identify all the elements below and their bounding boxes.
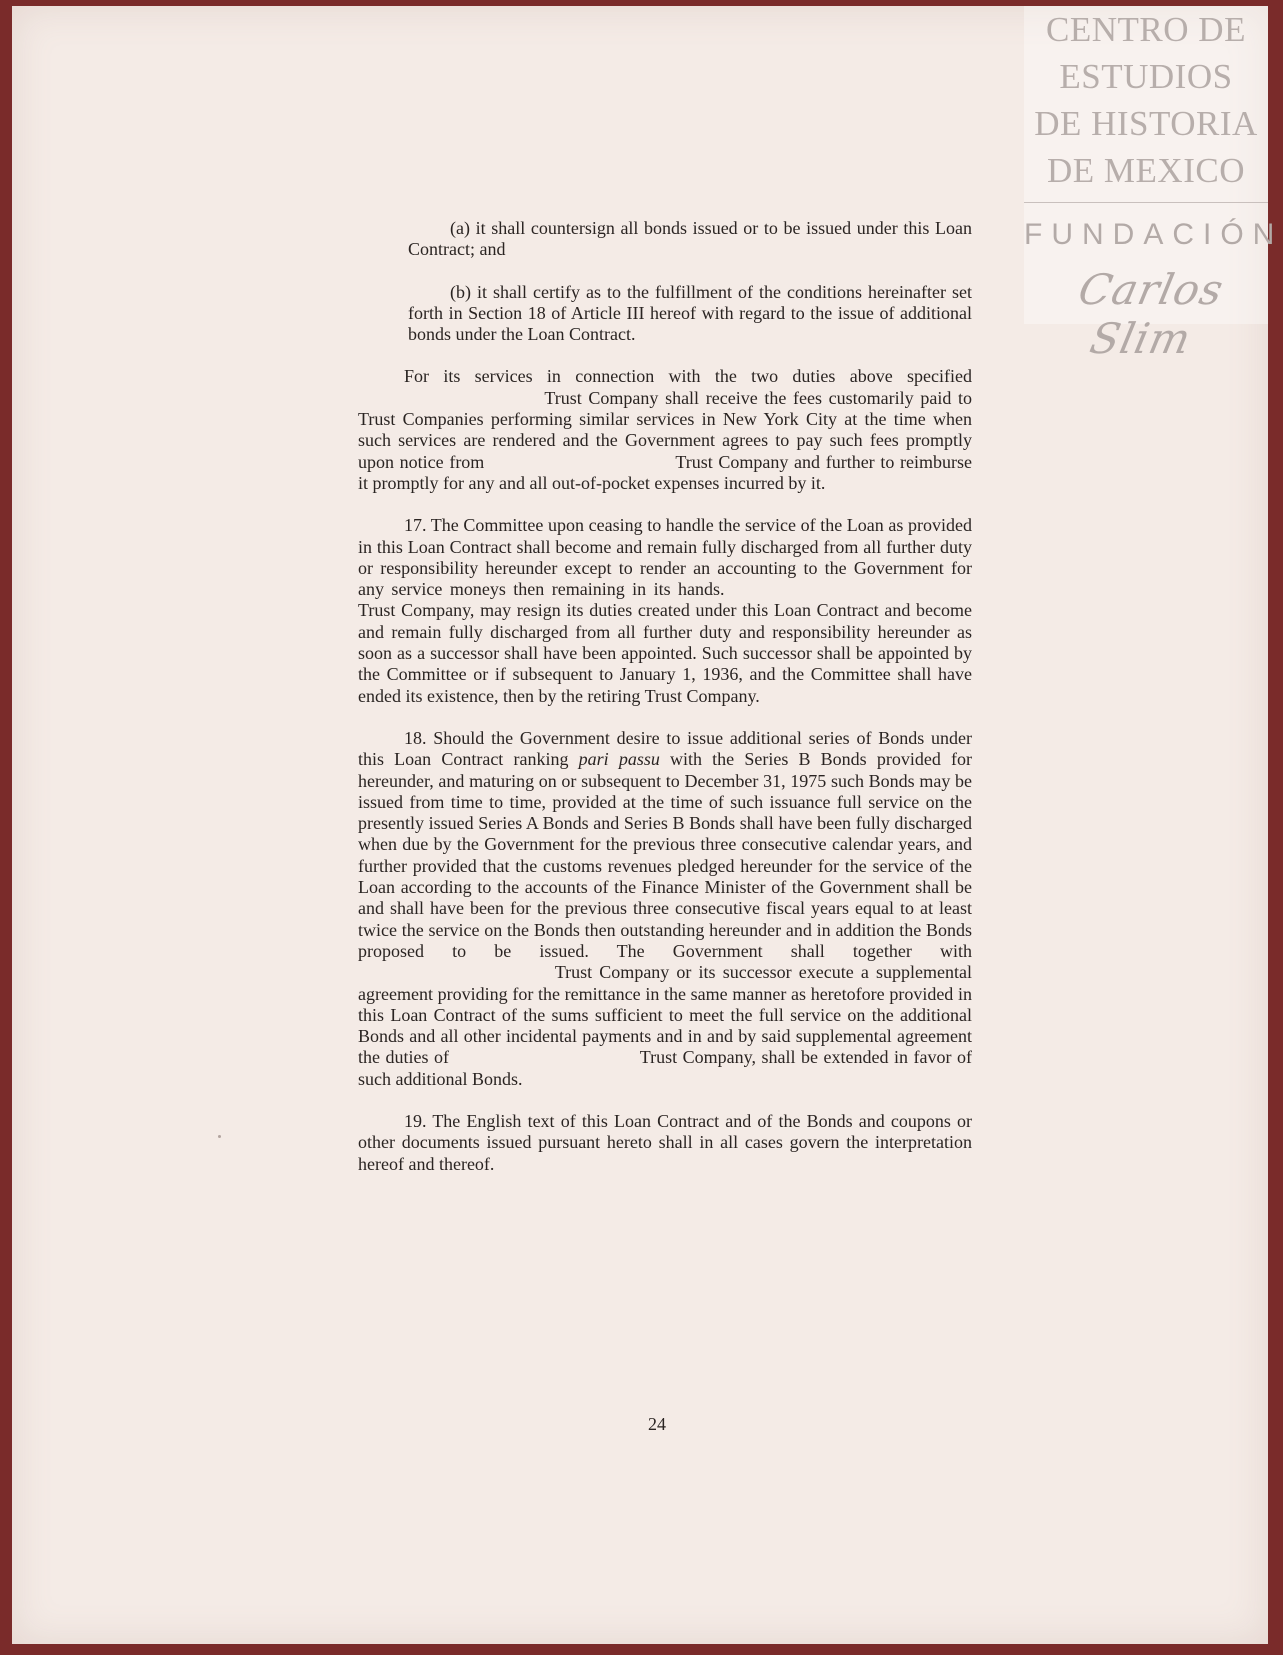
section-18-text-3: Trust Company or its successor execute a supplemental agreement providing for the remittance in the same manner as heretofore provided in this Loan Contract of the sums sufficient to meet the full service on the additional Bonds and all other incidental payments and in and by said supplemental agreement the duties of [358, 962, 972, 1068]
watermark-fundacion: FUNDACIÓN [1024, 218, 1283, 251]
services-paragraph [358, 366, 972, 494]
paper-speck [218, 1135, 221, 1138]
services-text-3: Trust Company and further to reimburse it promptly for any and all out-of-pocket expenses incurred by it. [358, 451, 972, 493]
section-17-number: 17. [404, 515, 427, 536]
section-17 [358, 515, 972, 707]
section-17-text-2: Trust Company, may resign its duties created under this Loan Contract and become and remain fully discharged from all further duty and responsibility hereunder as soon as a successor shall have been appointed. Such successor shall be appointed by the Committee or if subsequent to January 1, 1936, and the Committee shall have ended its existence, then by the retiring Trust Company. [358, 600, 972, 706]
section-18-number: 18. [404, 727, 427, 748]
section-18-text-1: Should the Government desire to issue additional series of Bonds under this Loan Contract ranking [358, 727, 972, 770]
section-17-text-1: The Committee upon ceasing to handle the service of the Loan as provided in this Loan Contract shall become and remain fully discharged from all further duty or responsibility hereunder except to render an accounting to the Government for any service moneys then remaining in its hands. [358, 515, 972, 600]
section-18-italic: pari passu [578, 749, 660, 770]
section-18-text-2: with the Series B Bonds provided for hereunder, and maturing on or subsequent to December 31, 1975 such Bonds may be issued from time to time, provided at the time of such issuance full service on the presently issued Series A Bonds and Series B Bonds shall have been fully discharged when due by the Government for the previous three consecutive calendar years, and further provided that the customs revenues pledged hereunder for the service of the Loan according to the accounts of the Finance Minister of the Government shall be and shall have been for the previous three consecutive fiscal years equal to at least twice the service on the Bonds then outstanding hereunder and in addition the Bonds proposed to be issued. The Government shall together with [358, 749, 972, 961]
watermark-line-3: DE HISTORIA [1034, 104, 1258, 143]
watermark-line-1: CENTRO DE [1046, 10, 1246, 49]
page-number: 24 [648, 1414, 666, 1434]
watermark-signature: Carlos Slim [1074, 265, 1229, 363]
section-18-text-4: Trust Company, shall be extended in favor of such additional Bonds. [358, 1047, 973, 1089]
watermark-line-2: ESTUDIOS [1059, 57, 1233, 96]
body-text [358, 218, 972, 1175]
section-18 [358, 728, 972, 1090]
document-page [12, 6, 1283, 1644]
clause-b: (b) it shall certify as to the fulfillment of the conditions hereinafter set forth in Section 18 of Article III hereof with regard to the issue of additional bonds under the Loan Contract. [408, 281, 972, 345]
section-19-text: The English text of this Loan Contract and of the Bonds and coupons or other documents issued pursuant hereto shall in all cases govern the interpretation hereof and thereof. [358, 1110, 972, 1174]
archive-watermark [1024, 6, 1283, 363]
services-text-2: Trust Company shall receive the fees customarily paid to Trust Companies performing similar services in New York City at the time when such services are rendered and the Government agrees to pay such fees promptly upon notice from [358, 387, 972, 472]
watermark-divider [1024, 202, 1268, 203]
section-19 [358, 1111, 972, 1175]
clause-a: (a) it shall countersign all bonds issued or to be issued under this Loan Contract; and [408, 218, 972, 260]
section-19-number: 19. [404, 1110, 427, 1131]
watermark-line-4: DE MEXICO [1047, 151, 1245, 190]
services-text-1: For its services in connection with the two duties above specified [404, 366, 972, 387]
